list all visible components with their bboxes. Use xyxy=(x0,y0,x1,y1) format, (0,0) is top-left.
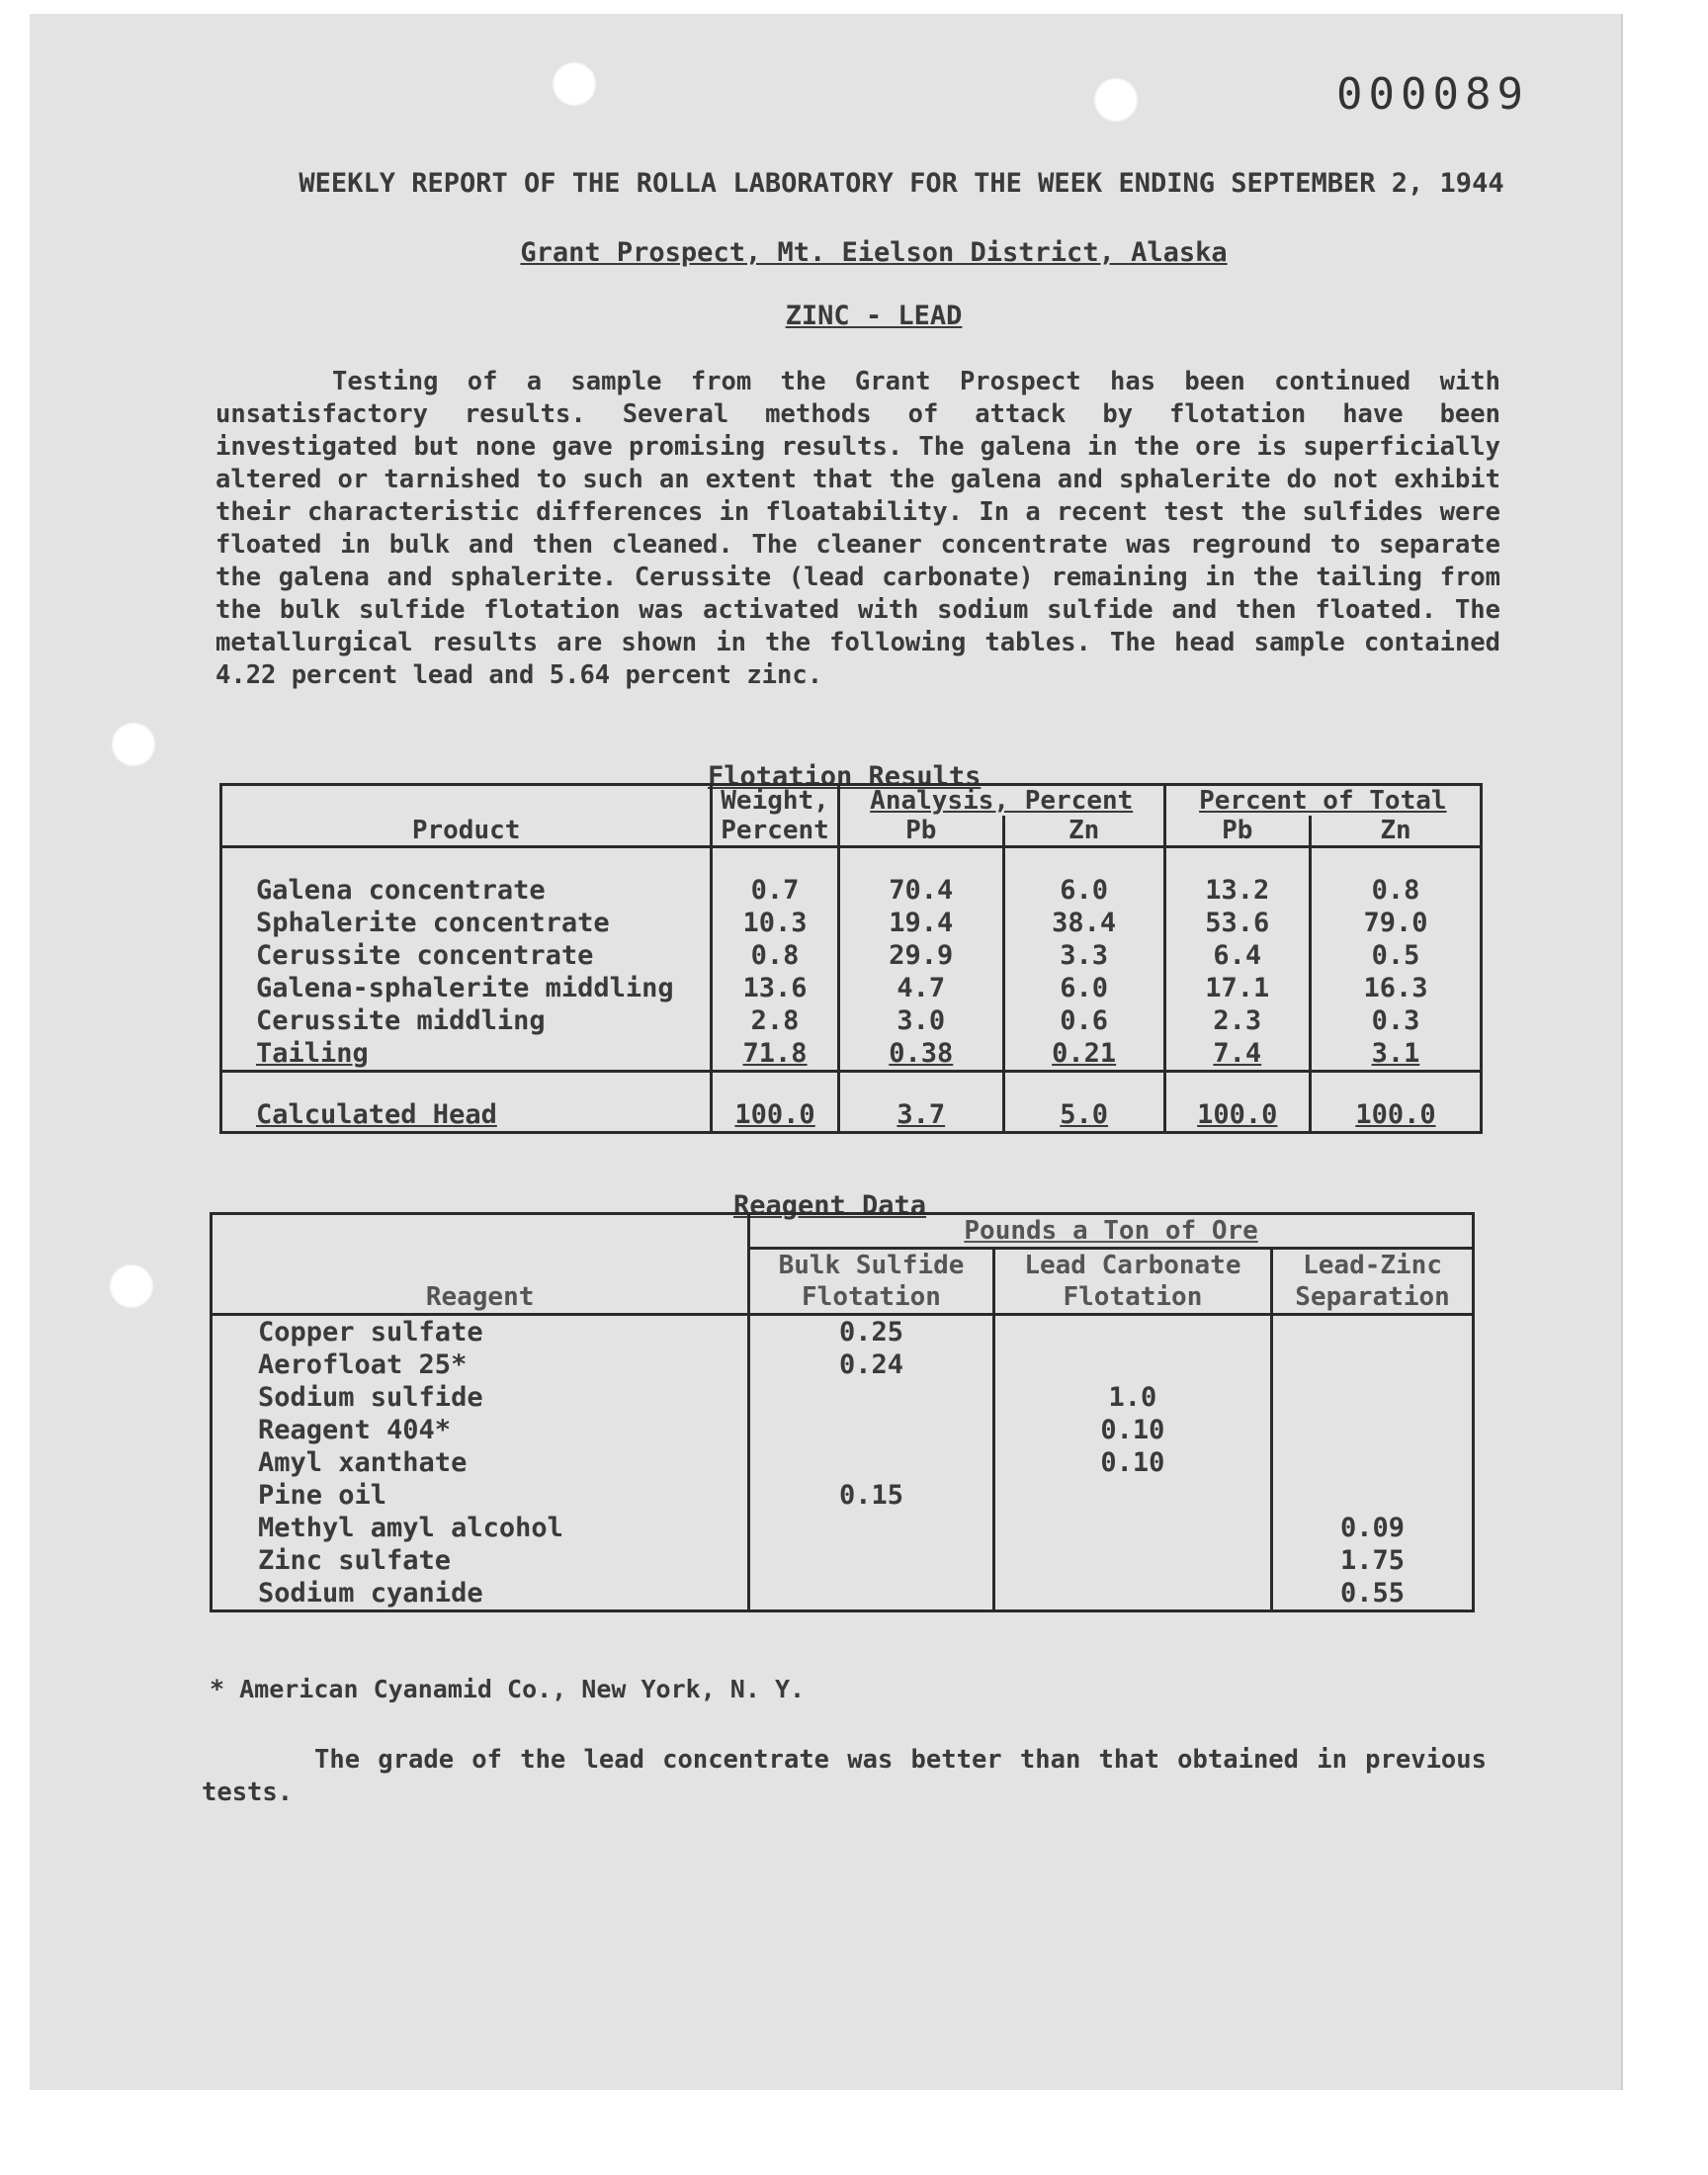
analysis-zn-value: 38.4 xyxy=(1003,907,1164,939)
table-header-row xyxy=(221,785,1482,817)
analysis-zn-value: 6.0 xyxy=(1003,874,1164,907)
col-header-lead-flotation: Flotation xyxy=(993,1281,1271,1315)
total-zn-value: 79.0 xyxy=(1310,907,1481,939)
weight-value: 71.8 xyxy=(712,1037,839,1072)
table-row xyxy=(221,907,1482,939)
table-row xyxy=(221,1037,1482,1072)
separation-value xyxy=(1272,1381,1474,1414)
col-header-lead-carbonate: Lead Carbonate xyxy=(993,1249,1271,1282)
flotation-results-table xyxy=(219,783,1483,1134)
product-name: Galena-sphalerite middling xyxy=(256,973,674,1003)
table-row xyxy=(221,939,1482,972)
lead-value xyxy=(993,1544,1271,1577)
col-header-separation-2: Separation xyxy=(1272,1281,1474,1315)
table-row xyxy=(212,1381,1474,1414)
reagent-footnote: * American Cyanamid Co., New York, N. Y. xyxy=(210,1675,806,1703)
analysis-pb-value: 3.0 xyxy=(838,1004,1003,1037)
col-header-percent-total: Percent of Total xyxy=(1164,785,1481,817)
analysis-pb-value: 70.4 xyxy=(838,874,1003,907)
total-zn-value: 0.3 xyxy=(1310,1004,1481,1037)
total-zn-value: 3.1 xyxy=(1310,1037,1481,1072)
table-row xyxy=(212,1577,1474,1610)
bulk-value xyxy=(749,1414,994,1446)
total-zn-value: 16.3 xyxy=(1310,972,1481,1004)
analysis-zn-value: 0.21 xyxy=(1003,1037,1164,1072)
bulk-value: 0.25 xyxy=(749,1316,994,1348)
analysis-pb-value: 0.38 xyxy=(838,1037,1003,1072)
lead-value: 0.10 xyxy=(993,1414,1271,1446)
table-row xyxy=(212,1348,1474,1381)
analysis-pb-value: 3.7 xyxy=(838,1098,1003,1133)
analysis-zn-value: 0.6 xyxy=(1003,1004,1164,1037)
analysis-pb-value: 29.9 xyxy=(838,939,1003,972)
product-name: Galena concentrate xyxy=(256,875,546,906)
punch-hole xyxy=(109,1263,154,1309)
table-row xyxy=(212,1544,1474,1577)
punch-hole xyxy=(111,722,156,767)
lead-value xyxy=(993,1577,1271,1610)
weight-value: 10.3 xyxy=(712,907,839,939)
col-header-weight: Weight, xyxy=(712,785,839,817)
separation-value: 0.55 xyxy=(1272,1577,1474,1610)
analysis-pb-value: 4.7 xyxy=(838,972,1003,1004)
reagent-data-table xyxy=(210,1212,1475,1612)
flotation-caption: Flotation Results xyxy=(708,761,982,792)
col-header-pounds: Pounds a Ton of Ore xyxy=(749,1214,1474,1249)
table-row xyxy=(212,1512,1474,1544)
total-pb-value: 6.4 xyxy=(1164,939,1310,972)
col-header-total-zn: Zn xyxy=(1310,816,1481,847)
report-title: WEEKLY REPORT OF THE ROLLA LABORATORY FOR THE WEEK ENDING SEPTEMBER 2, 1944 xyxy=(299,168,1504,199)
total-pb-value: 100.0 xyxy=(1164,1098,1310,1133)
separation-value: 0.09 xyxy=(1272,1512,1474,1544)
section-heading: ZINC - LEAD xyxy=(785,301,963,331)
lead-value xyxy=(993,1512,1271,1544)
reagent-name: Copper sulfate xyxy=(258,1317,483,1348)
col-header-product: Product xyxy=(221,785,712,847)
lead-value xyxy=(993,1316,1271,1348)
col-header-reagent: Reagent xyxy=(212,1214,749,1315)
punch-hole xyxy=(552,61,597,107)
lead-value xyxy=(993,1479,1271,1512)
separation-value: 1.75 xyxy=(1272,1544,1474,1577)
bulk-value xyxy=(749,1577,994,1610)
table-row xyxy=(212,1414,1474,1446)
table-row xyxy=(221,1004,1482,1037)
bulk-value xyxy=(749,1446,994,1479)
col-header-analysis-pb: Pb xyxy=(838,816,1003,847)
weight-value: 100.0 xyxy=(712,1098,839,1133)
col-header-weight-unit: Percent xyxy=(712,816,839,847)
separation-value xyxy=(1272,1479,1474,1512)
total-zn-value: 0.5 xyxy=(1310,939,1481,972)
total-pb-value: 13.2 xyxy=(1164,874,1310,907)
total-zn-value: 0.8 xyxy=(1310,874,1481,907)
reagent-name: Pine oil xyxy=(258,1480,387,1511)
separation-value xyxy=(1272,1316,1474,1348)
punch-hole xyxy=(1093,77,1139,123)
product-name: Cerussite concentrate xyxy=(256,940,594,971)
product-name: Cerussite middling xyxy=(256,1005,546,1036)
bulk-value xyxy=(749,1544,994,1577)
col-header-analysis: Analysis, Percent xyxy=(838,785,1164,817)
table-header-row xyxy=(212,1214,1474,1249)
reagent-name: Sodium cyanide xyxy=(258,1578,483,1609)
closing-paragraph: The grade of the lead concentrate was better than that obtained in previous tests. xyxy=(202,1745,1487,1807)
analysis-zn-value: 6.0 xyxy=(1003,972,1164,1004)
product-name: Tailing xyxy=(221,1037,712,1072)
col-header-separation: Lead-Zinc xyxy=(1272,1249,1474,1282)
analysis-pb-value: 19.4 xyxy=(838,907,1003,939)
bulk-value: 0.15 xyxy=(749,1479,994,1512)
weight-value: 0.7 xyxy=(712,874,839,907)
total-pb-value: 2.3 xyxy=(1164,1004,1310,1037)
table-row xyxy=(212,1316,1474,1348)
weight-value: 13.6 xyxy=(712,972,839,1004)
bulk-value: 0.24 xyxy=(749,1348,994,1381)
total-zn-value: 100.0 xyxy=(1310,1098,1481,1133)
weight-value: 2.8 xyxy=(712,1004,839,1037)
reagent-caption: Reagent Data xyxy=(733,1190,927,1221)
report-subtitle: Grant Prospect, Mt. Eielson District, Alaska xyxy=(520,237,1228,268)
calculated-head-label: Calculated Head xyxy=(256,1099,497,1130)
intro-paragraph: Testing of a sample from the Grant Prospect has been continued with unsatisfactory results. Several methods of attack by flotation have been investigated but none gave promising results. The galena in the ore is superficially altered or tarnished to such an extent that the galena and sphalerite do not exhibit their characteristic differences in floatability. In a recent test the sulfides were floated in bulk and then cleaned. The cleaner concentrate was reground to separate the galena and sphalerite. Cerussite (lead carbonate) remaining in the tailing from the bulk sulfide flotation was activated with sodium sulfide and then floated. The metallurgical results are shown in the following tables. The head sample contained 4.22 percent lead and 5.64 percent zinc. xyxy=(215,367,1500,690)
table-row xyxy=(221,874,1482,907)
col-header-bulk-flotation: Flotation xyxy=(749,1281,994,1315)
table-row xyxy=(221,972,1482,1004)
analysis-zn-value: 3.3 xyxy=(1003,939,1164,972)
separation-value xyxy=(1272,1414,1474,1446)
reagent-name: Methyl amyl alcohol xyxy=(258,1513,563,1543)
separation-value xyxy=(1272,1446,1474,1479)
bulk-value xyxy=(749,1381,994,1414)
reagent-name: Amyl xanthate xyxy=(258,1447,468,1478)
table-row xyxy=(212,1446,1474,1479)
separation-value xyxy=(1272,1348,1474,1381)
total-pb-value: 7.4 xyxy=(1164,1037,1310,1072)
bulk-value xyxy=(749,1512,994,1544)
analysis-zn-value: 5.0 xyxy=(1003,1098,1164,1133)
reagent-name: Aerofloat 25* xyxy=(258,1349,468,1380)
weight-value: 0.8 xyxy=(712,939,839,972)
col-header-analysis-zn: Zn xyxy=(1003,816,1164,847)
lead-value xyxy=(993,1348,1271,1381)
document-number: 000089 xyxy=(1336,69,1529,120)
total-pb-value: 53.6 xyxy=(1164,907,1310,939)
table-total-row xyxy=(221,1098,1482,1133)
table-row xyxy=(212,1479,1474,1512)
total-pb-value: 17.1 xyxy=(1164,972,1310,1004)
reagent-name: Reagent 404* xyxy=(258,1415,452,1445)
lead-value: 0.10 xyxy=(993,1446,1271,1479)
col-header-total-pb: Pb xyxy=(1164,816,1310,847)
reagent-name: Zinc sulfate xyxy=(258,1545,452,1576)
lead-value: 1.0 xyxy=(993,1381,1271,1414)
col-header-bulk: Bulk Sulfide xyxy=(749,1249,994,1282)
reagent-name: Sodium sulfide xyxy=(258,1382,483,1413)
product-name: Sphalerite concentrate xyxy=(256,908,610,938)
